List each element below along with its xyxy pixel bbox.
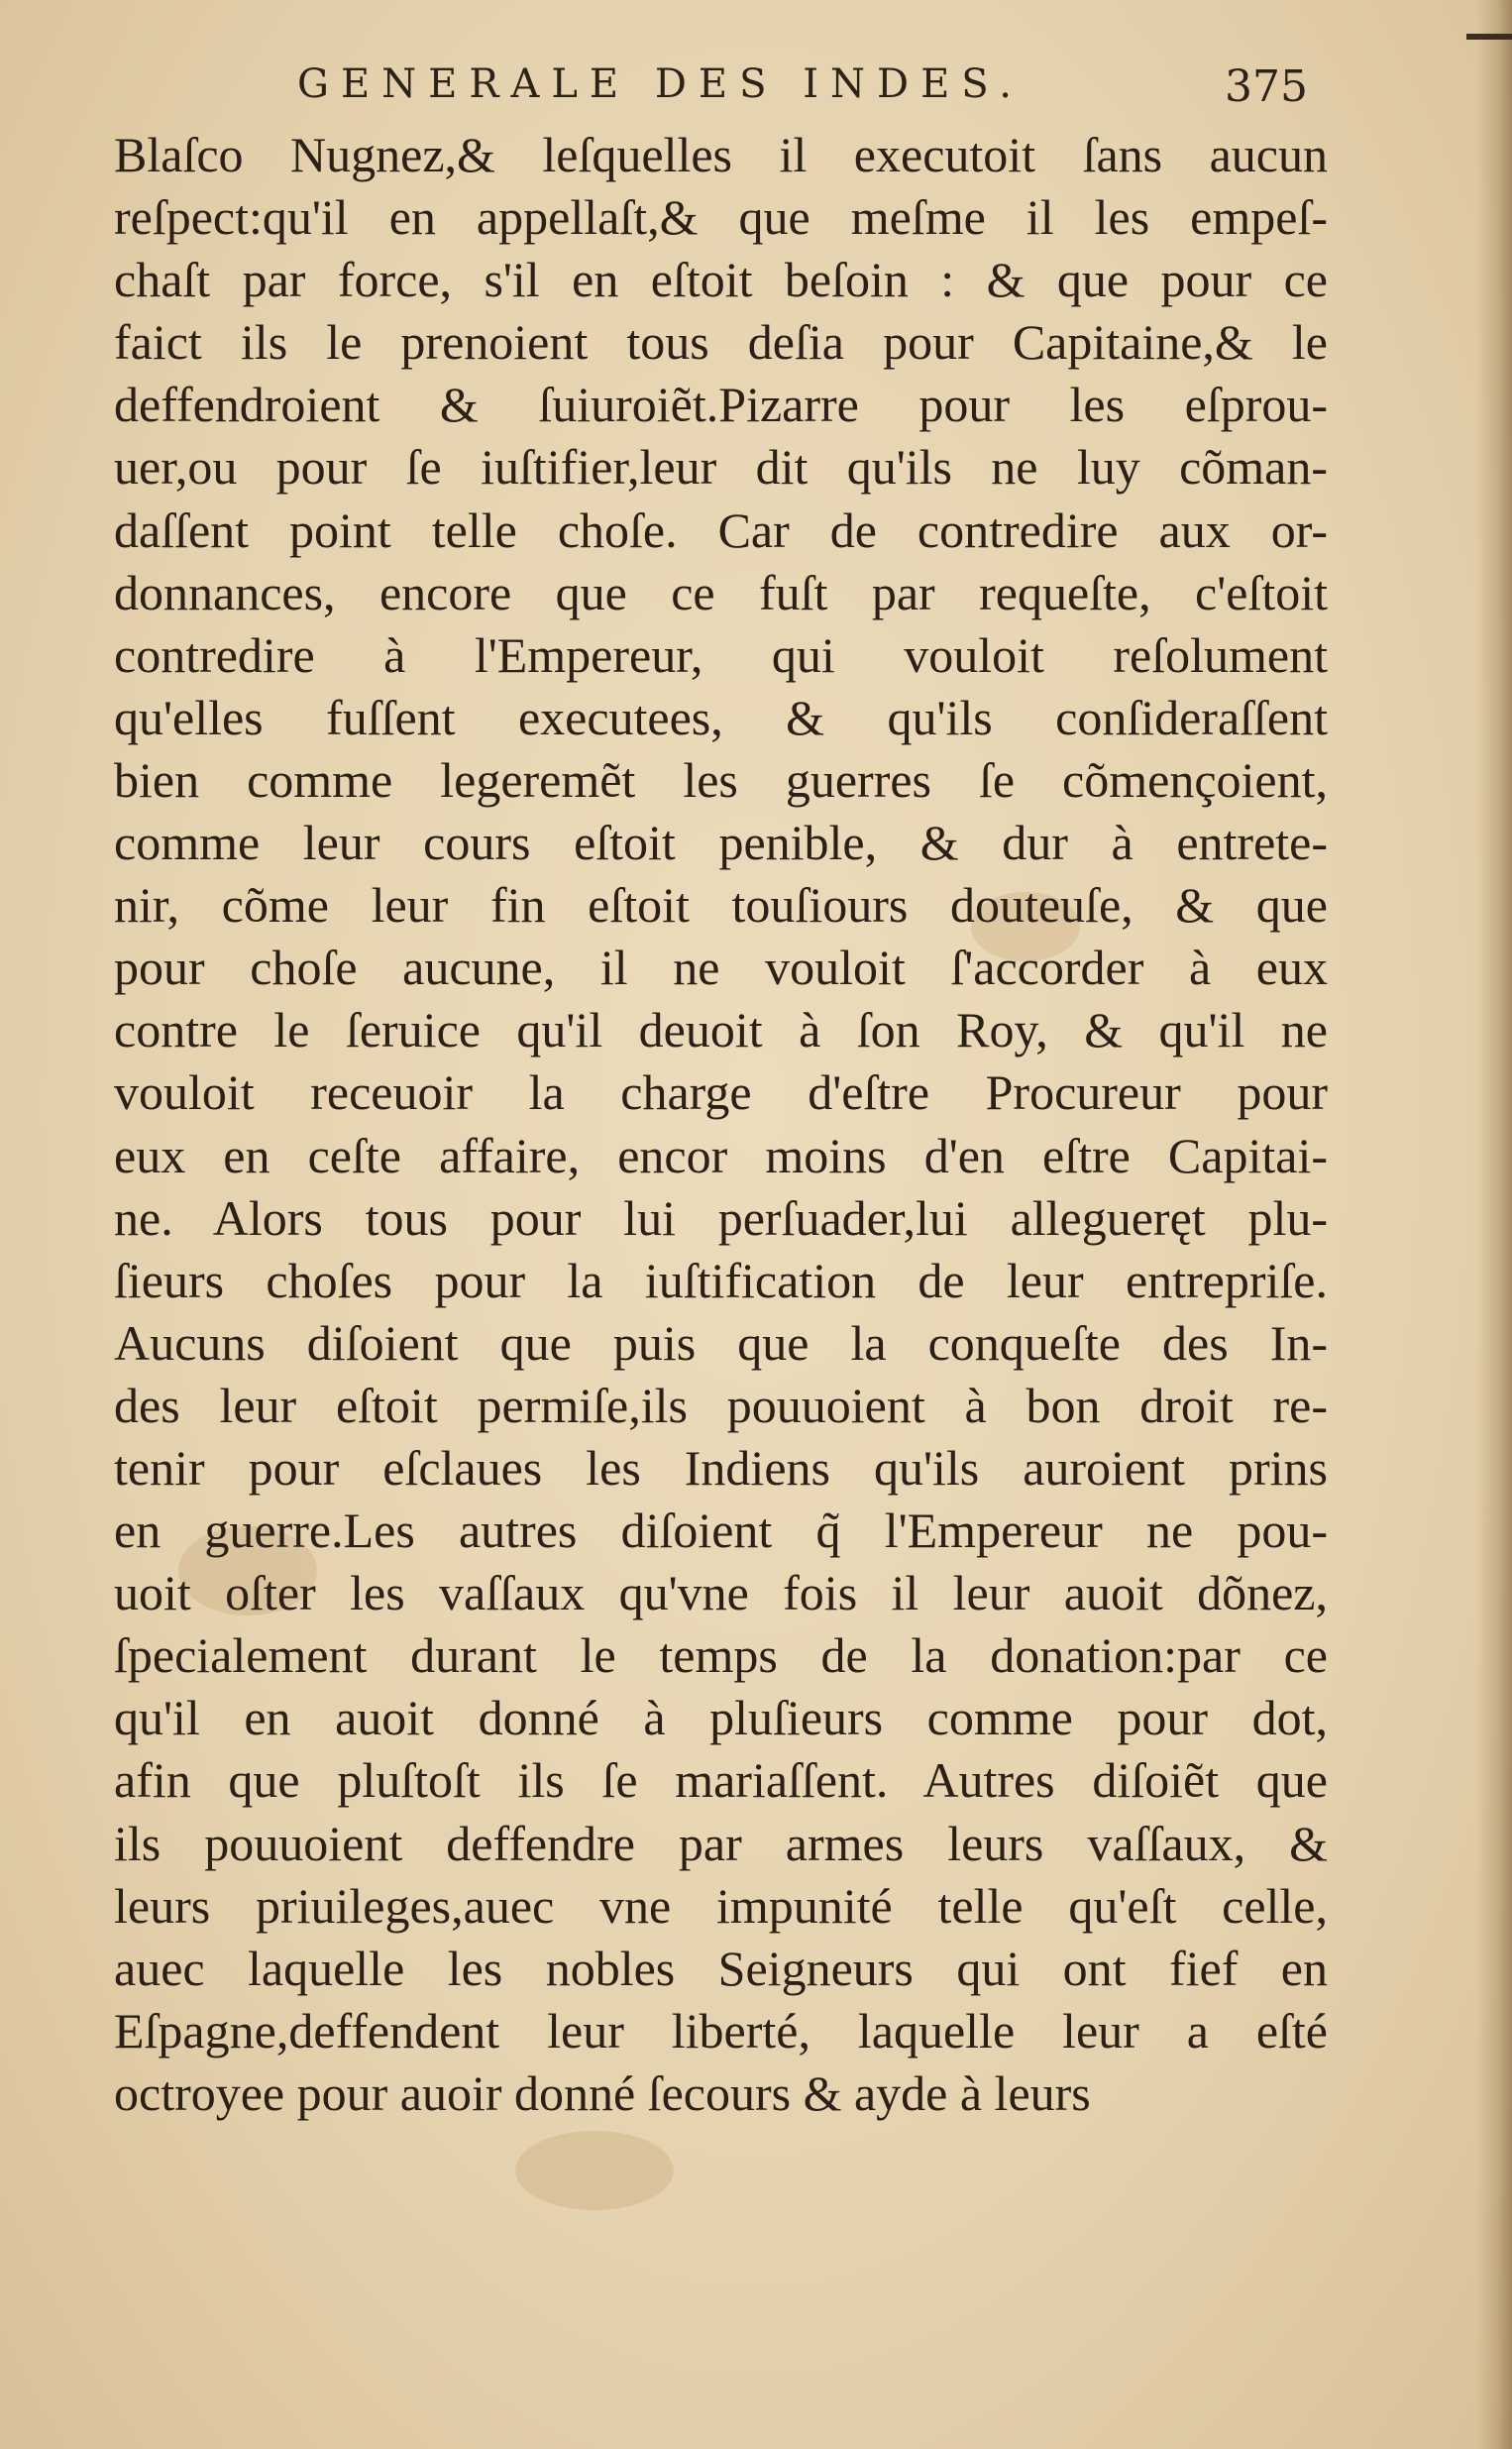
body-text <box>114 124 1328 2125</box>
text-line: en guerre.Les autres diſoient q̃ l'Empereur ne pou- <box>114 1503 1328 1559</box>
text-line: faict ils le prenoient tous deſia pour Capitaine,& le <box>114 314 1328 371</box>
text-line: Aucuns diſoient que puis que la conqueſte des In- <box>114 1314 1328 1371</box>
text-line: leurs priuileges,auec vne impunité telle qu'eſt celle, <box>114 1877 1328 1934</box>
text-line: contre le ſeruice qu'il deuoit à ſon Roy, & qu'il ne <box>114 1002 1328 1058</box>
running-head: GENERALE DES INDES. <box>297 61 1024 107</box>
text-line: ſieurs choſes pour la iuſtification de leur entrepriſe. <box>114 1252 1328 1308</box>
page-edge-shadow <box>1476 0 1512 2449</box>
text-line: daſſent point telle choſe. Car de contredire aux or- <box>114 501 1328 558</box>
text-line: comme leur cours eſtoit penible, & dur à entrete- <box>114 815 1328 871</box>
text-line: ne. Alors tous pour lui perſuader,lui allegueręt plu- <box>114 1189 1328 1246</box>
text-line: uer,ou pour ſe iuſtifier,leur dit qu'ils ne luy cõman- <box>114 439 1328 496</box>
text-line: tenir pour eſclaues les Indiens qu'ils auroient prins <box>114 1439 1328 1496</box>
text-line: uoit oſter les vaſſaux qu'vne fois il leur auoit dõnez, <box>114 1565 1328 1621</box>
edge-mark <box>1466 34 1512 40</box>
text-line: qu'il en auoit donné à pluſieurs comme pour dot, <box>114 1690 1328 1746</box>
text-line: ſpecialement durant le temps de la donation:par ce <box>114 1627 1328 1684</box>
text-line: ils pouuoient deffendre par armes leurs vaſſaux, & <box>114 1815 1328 1871</box>
text-line: pour choſe aucune, il ne vouloit ſ'accorder à eux <box>114 940 1328 996</box>
text-line: nir, cõme leur fin eſtoit touſiours douteuſe, & que <box>114 877 1328 934</box>
text-line: Eſpagne,deffendent leur liberté, laquelle leur a eſté <box>114 2002 1328 2059</box>
text-line: reſpect:qu'il en appellaſt,& que meſme il les empeſ- <box>114 189 1328 246</box>
text-line: donnances, encore que ce fuſt par requeſte, c'eſtoit <box>114 564 1328 620</box>
text-line: des leur eſtoit permiſe,ils pouuoient à bon droit re- <box>114 1377 1328 1433</box>
page-header <box>297 61 1308 131</box>
text-line: eux en ceſte affaire, encor moins d'en eſtre Capitai- <box>114 1127 1328 1183</box>
text-line: deffendroient & ſuiuroiẽt.Pizarre pour les eſprou- <box>114 377 1328 433</box>
text-line: auec laquelle les nobles Seigneurs qui ont fief en <box>114 1940 1328 1996</box>
page-number: 375 <box>1225 61 1308 112</box>
text-line: qu'elles fuſſent executees, & qu'ils conſideraſſent <box>114 689 1328 745</box>
text-line: contredire à l'Empereur, qui vouloit reſolument <box>114 626 1328 683</box>
text-line: octroyee pour auoir donné ſecours & ayde à leurs <box>114 2064 1091 2121</box>
text-line: vouloit receuoir la charge d'eſtre Procureur pour <box>114 1064 1328 1121</box>
text-line: Blaſco Nugnez,& leſquelles il executoit ſans aucun <box>114 127 1328 182</box>
paper-stain <box>515 2131 674 2210</box>
text-line: chaſt par force, s'il en eſtoit beſoin : & que pour ce <box>114 252 1328 308</box>
text-line: afin que pluſtoſt ils ſe mariaſſent. Autres diſoiẽt que <box>114 1752 1328 1809</box>
text-line: bien comme legeremẽt les guerres ſe cõmençoient, <box>114 751 1328 808</box>
